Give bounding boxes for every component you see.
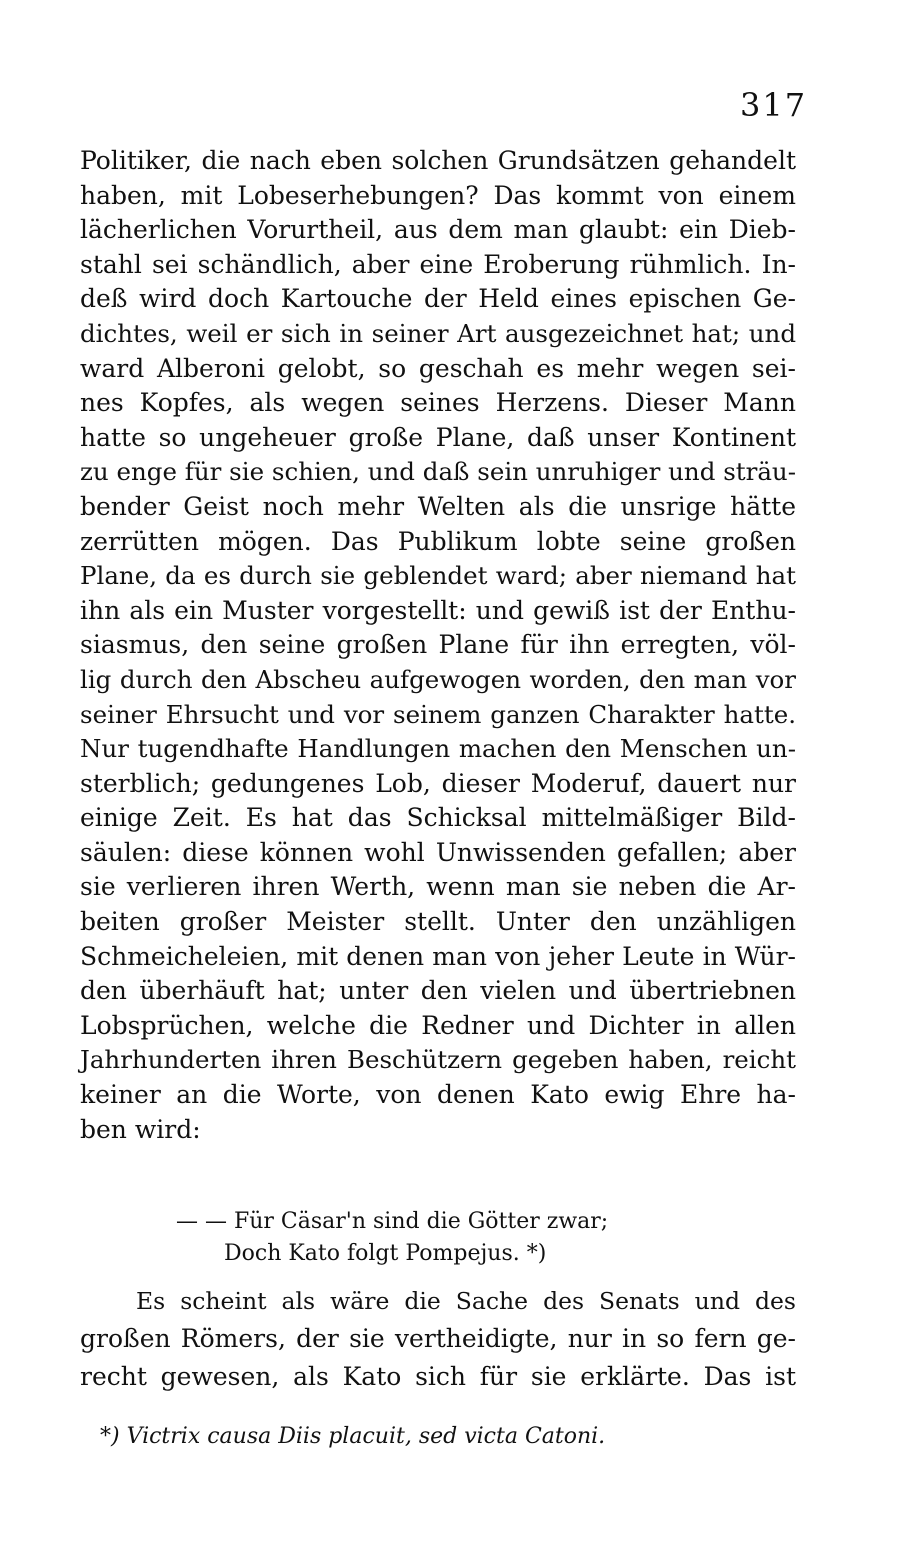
verse-line: — — Für Cäsar'n sind die Götter zwar; — [176, 1209, 609, 1234]
text-line: ben wird: — [80, 1114, 201, 1144]
text-line: Politiker, die nach eben solchen Grundsätzen gehandelt — [80, 146, 796, 175]
page-number: 317 — [740, 86, 808, 124]
text-line: ward Alberoni gelobt, so geschah es mehr wegen sei- — [80, 353, 796, 383]
text-line: den überhäuft hat; unter den vielen und übertriebnen — [80, 976, 796, 1006]
text-line: recht gewesen, als Kato sich für sie erklärte. Das ist — [80, 1362, 796, 1391]
text-line: deß wird doch Kartouche der Held eines epischen Ge- — [80, 284, 796, 314]
text-line: lig durch den Abscheu aufgewogen worden, den man vor — [80, 664, 796, 694]
text-line: keiner an die Worte, von denen Kato ewig Ehre ha- — [80, 1080, 796, 1110]
text-line: Schmeicheleien, mit denen man von jeher Leute in Wür- — [80, 941, 796, 971]
text-line: sie verlieren ihren Werth, wenn man sie neben die Ar- — [80, 872, 796, 902]
footnote: *) Victrix causa Diis placuit, sed victa Catoni. — [100, 1424, 606, 1449]
continuation-text-block — [80, 1282, 796, 1396]
text-line: ihn als ein Muster vorgestellt: und gewiß ist der Enthu- — [80, 595, 796, 625]
text-line: hatte so ungeheuer große Plane, daß unser Kontinent — [80, 422, 796, 452]
text-line: lächerlichen Vorurtheil, aus dem man glaubt: ein Dieb- — [80, 215, 796, 245]
text-line: dichtes, weil er sich in seiner Art ausgezeichnet hat; und — [80, 318, 796, 348]
text-line: sterblich; gedungenes Lob, dieser Moderuf, dauert nur — [80, 768, 796, 798]
text-line: Jahrhunderten ihren Beschützern gegeben haben, reicht — [80, 1045, 796, 1075]
text-line: bender Geist noch mehr Welten als die unsrige hätte — [80, 491, 796, 521]
text-line: Nur tugendhafte Handlungen machen den Menschen un- — [80, 734, 796, 764]
text-line: zerrütten mögen. Das Publikum lobte seine großen — [80, 526, 796, 556]
text-line: nes Kopfes, als wegen seines Herzens. Dieser Mann — [80, 388, 796, 418]
text-line: beiten großer Meister stellt. Unter den unzähligen — [80, 907, 796, 937]
text-line: Lobsprüchen, welche die Redner und Dichter in allen — [80, 1010, 796, 1040]
text-line: großen Römers, der sie vertheidigte, nur in so fern ge- — [80, 1324, 796, 1353]
text-line: Plane, da es durch sie geblendet ward; aber niemand hat — [80, 561, 796, 591]
text-line: säulen: diese können wohl Unwissenden gefallen; aber — [80, 837, 796, 867]
text-line: siasmus, den seine großen Plane für ihn erregten, völ- — [80, 630, 796, 660]
main-text-block — [80, 144, 796, 1147]
text-line: haben, mit Lobeserhebungen? Das kommt von einem — [80, 180, 796, 210]
verse-quote — [176, 1206, 736, 1270]
text-line: seiner Ehrsucht und vor seinem ganzen Charakter hatte. — [80, 699, 796, 729]
text-line: zu enge für sie schien, und daß sein unruhiger und sträu- — [80, 457, 796, 487]
verse-line: Doch Kato folgt Pompejus. *) — [224, 1241, 547, 1266]
text-line: einige Zeit. Es hat das Schicksal mittelmäßiger Bild- — [80, 803, 796, 833]
text-line: Es scheint als wäre die Sache des Senats und des — [136, 1287, 796, 1315]
text-line: stahl sei schändlich, aber eine Eroberung rühmlich. In- — [80, 249, 796, 279]
